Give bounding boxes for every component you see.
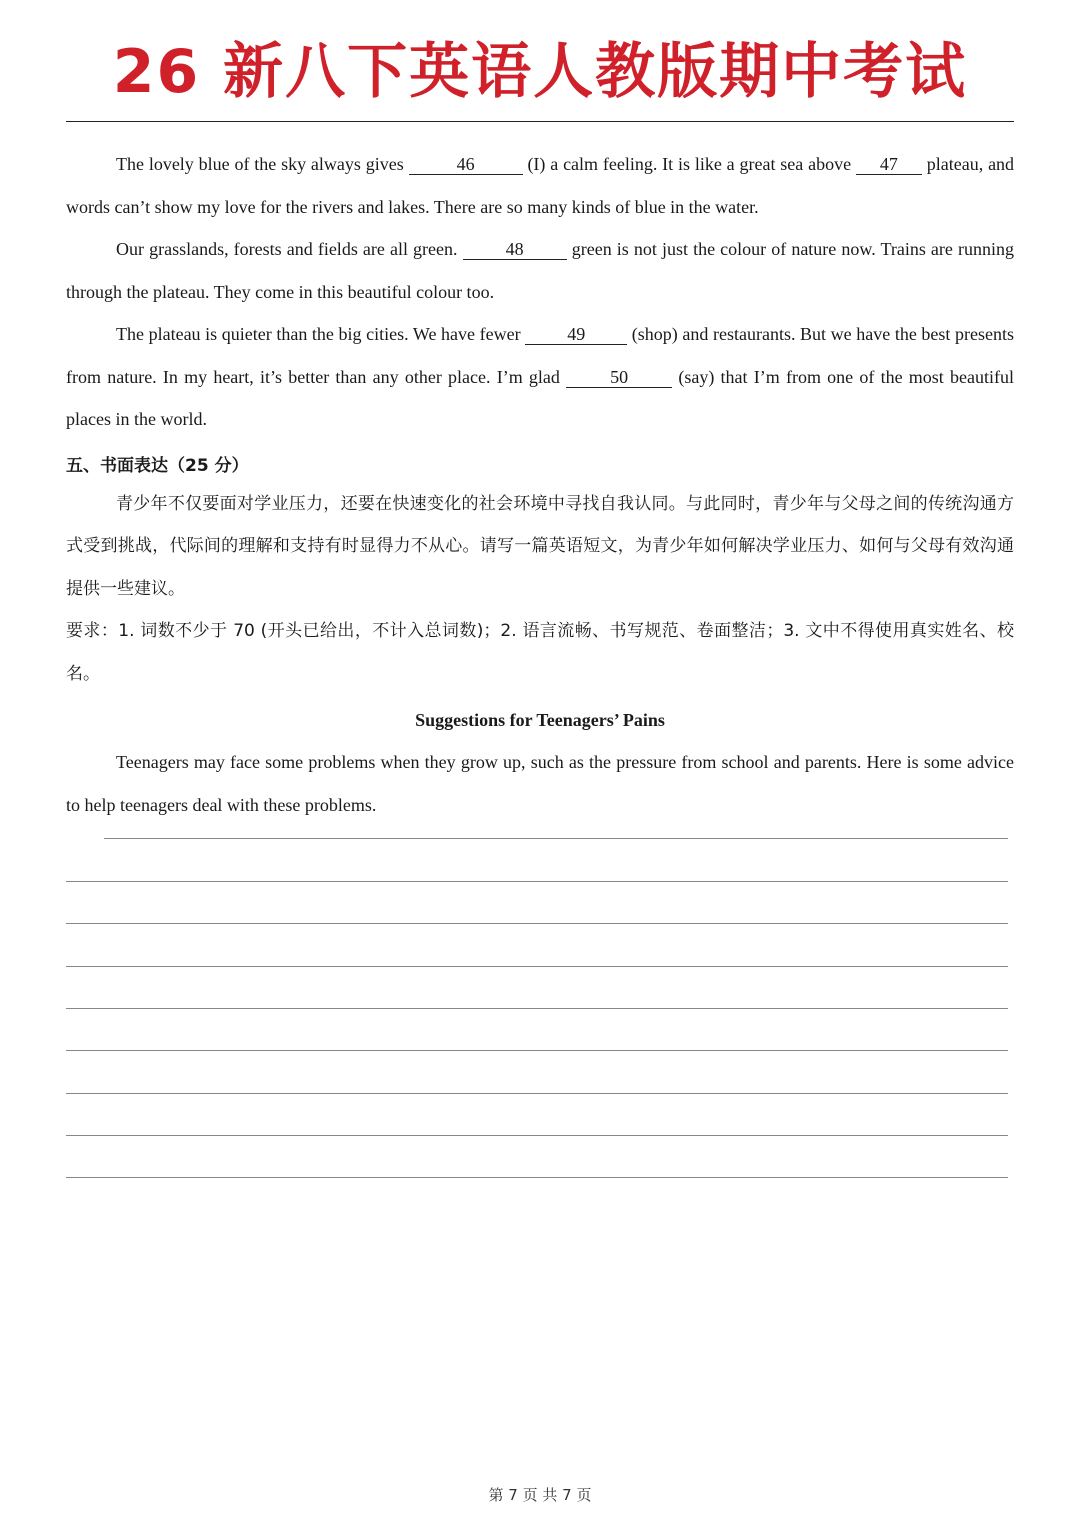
passage-text: Our grasslands, forests and fields are all green. [116, 239, 458, 259]
writing-line [66, 1050, 1008, 1051]
passage-paragraph-1 [66, 143, 1014, 228]
passage-text: (say) that I’m from one of the most beautiful places in the world. [66, 366, 1014, 429]
passage-text: The lovely blue of the sky always gives [116, 154, 404, 174]
answer-blank-48: 48 [463, 239, 567, 260]
writing-section-heading: 五、书面表达（25 分） [66, 455, 249, 476]
header-rule [66, 121, 1014, 122]
writing-line [66, 1008, 1008, 1009]
writing-line [66, 923, 1008, 924]
answer-blank-49: 49 [525, 324, 627, 345]
writing-prompt: 青少年不仅要面对学业压力，还要在快速变化的社会环境中寻找自我认同。与此同时，青少年与父母之间的传统沟通方式受到挑战，代际间的理解和支持有时显得力不从心。请写一篇英语短文，为青少年如何解决学业压力、如何与父母有效沟通提供一些建议。 [66, 493, 1014, 599]
writing-line [66, 966, 1008, 967]
writing-line [66, 1177, 1008, 1178]
writing-line [66, 881, 1008, 882]
passage-text: green is not just the colour of nature now. Trains are running through the plateau. They come in this beautiful colour too. [66, 239, 1014, 302]
passage-text: (shop) and restaurants. But we have the best presents from nature. In my heart, it’s better than any other place. I’m glad [66, 324, 1015, 387]
page-content [66, 143, 1014, 826]
writing-line [66, 1093, 1008, 1094]
writing-requirements: 要求：1. 词数不少于 70 (开头已给出，不计入总词数)；2. 语言流畅、书写规范、卷面整洁；3. 文中不得使用真实姓名、校名。 [66, 621, 1014, 684]
essay-title: Suggestions for Teenagers’ Pains [415, 710, 665, 730]
exam-banner-title: 26 新八下英语人教版期中考试 [112, 37, 968, 107]
passage-paragraph-3 [66, 313, 1014, 441]
passage-text: The plateau is quieter than the big cities. We have fewer [116, 324, 521, 344]
page-number: 第 7 页 共 7 页 [488, 1486, 592, 1504]
writing-line [104, 838, 1008, 839]
answer-blank-47: 47 [856, 154, 922, 175]
answer-blank-50: 50 [566, 367, 672, 388]
answer-blank-46: 46 [409, 154, 523, 175]
essay-opening: Teenagers may face some problems when they grow up, such as the pressure from school and parents. Here is some advice to help teenagers deal with these problems. [66, 752, 1014, 815]
writing-line [66, 1135, 1008, 1136]
passage-text: plateau, and words can’t show my love for the rivers and lakes. There are so many kinds of blue in the water. [66, 154, 1015, 217]
passage-paragraph-2 [66, 228, 1014, 313]
passage-text: (I) a calm feeling. It is like a great sea above [527, 154, 852, 174]
